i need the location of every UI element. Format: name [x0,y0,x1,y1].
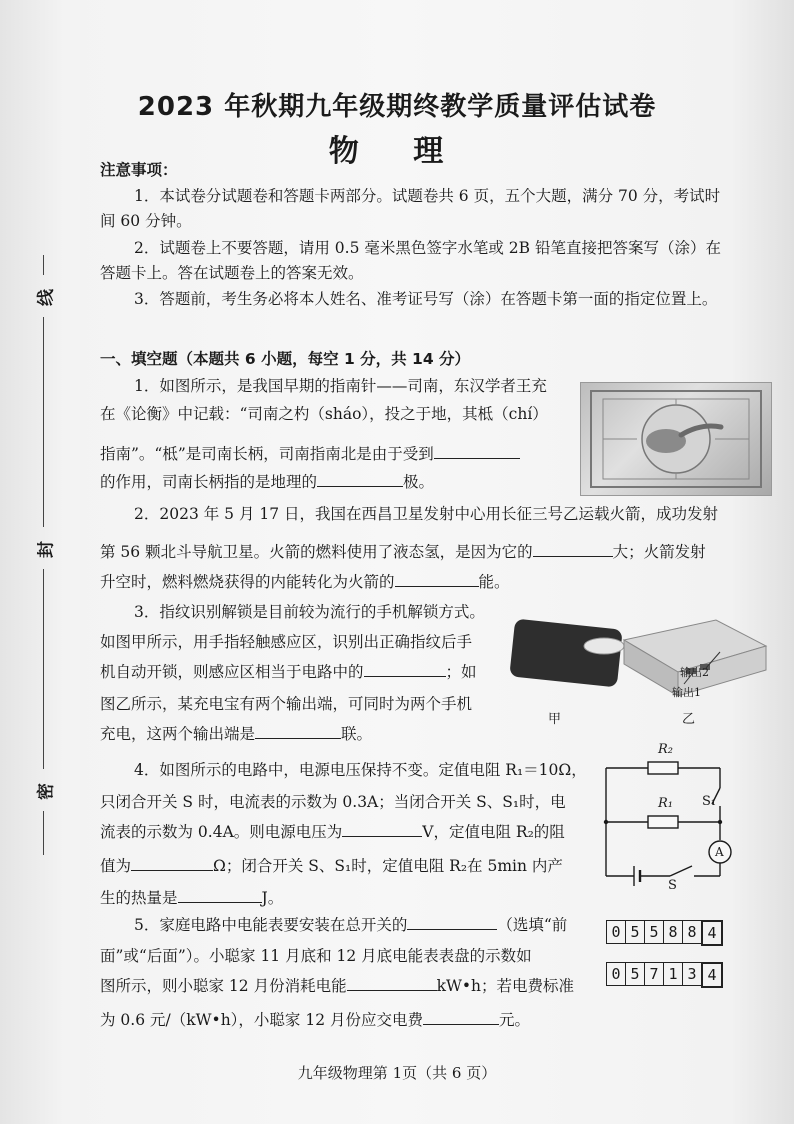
q3-text: 充电，这两个输出端是 [100,725,256,743]
answer-blank[interactable] [434,444,520,459]
answer-blank[interactable] [407,915,497,930]
meter-digit: 4 [701,962,723,988]
q4-text: 生的热量是 [100,889,178,907]
q2-text: 大；火箭发射 [612,543,706,561]
answer-blank[interactable] [423,1010,499,1025]
q5-text: 元。 [499,1011,531,1029]
sinan-image [581,383,771,495]
subject-title: 物 理 [328,134,466,169]
q4-text-line3 [100,822,565,842]
exam-title: 2023 年秋期九年级期终教学质量评估试卷 [137,92,657,122]
output2-label: 输出2 [680,666,709,679]
q4-text: 4．如图所示的电路中，电源电压保持不变。定值电阻 R₁＝10Ω， [134,761,587,779]
binding-char-feng: 封 [36,541,57,558]
q5-text-line4 [100,1010,530,1030]
q2-text: 2．2023 年 5 月 17 日，我国在西昌卫星发射中心用长征三号乙运载火箭，成功发射 [134,505,719,523]
q1-text-line3 [100,444,520,464]
q5-text: （选填“前 [497,916,568,934]
q2-text-line3 [100,572,510,592]
binding-line [34,255,57,855]
answer-blank[interactable] [342,822,422,837]
resistor-r2 [648,762,678,774]
q4-text-line5 [100,888,283,908]
q4-text: V，定值电阻 R₂的阻 [422,823,565,841]
meter-digit: 3 [682,962,702,986]
meter-digit: 0 [606,920,626,944]
q1-text-line4 [100,472,434,492]
meter-digit: 7 [644,962,664,986]
figure-label-jia: 甲 [548,712,562,727]
answer-blank[interactable] [533,542,613,557]
q5-text: 图所示，则小聪家 12 月份消耗电能 [100,977,347,995]
answer-blank[interactable] [364,662,446,677]
q4-text: Ω；闭合开关 S、S₁时，定值电阻 R₂在 5min 内产 [213,857,563,875]
binding-char-mi: 密 [36,783,57,800]
meter-digit: 0 [606,962,626,986]
q3-text: 如图甲所示，用手指轻触感应区，识别出正确指纹后手 [100,633,473,651]
switch-s [670,866,692,876]
meter-december [606,962,722,988]
binding-char-xian: 线 [36,289,57,306]
q2-text: 升空时，燃料燃烧获得的内能转化为火箭的 [100,573,395,591]
q4-text: J。 [261,889,284,907]
circuit-diagram [596,742,744,892]
q4-text: 流表的示数为 0.4A。则电源电压为 [100,823,343,841]
s-label: S [668,878,677,893]
answer-blank[interactable] [255,724,341,739]
meter-digit: 5 [644,920,664,944]
answer-blank[interactable] [317,472,403,487]
sinan-photo [580,382,772,496]
figure-label-yi: 乙 [682,712,696,727]
q1-text: 指南”。“柢”是司南长柄，司南指南北是由于受到 [100,445,434,463]
q4-text: 只闭合开关 S 时，电流表的示数为 0.3A；当闭合开关 S、S₁时，电 [100,793,566,811]
q3-text: 联。 [341,725,373,743]
q5-text: 为 0.6 元/（kW•h），小聪家 12 月份应交电费 [100,1011,424,1029]
r2-label: R₂ [658,742,673,757]
q5-text: kW•h；若电费标准 [436,977,575,995]
q2-text-line2 [100,542,706,562]
meter-digit: 1 [663,962,683,986]
q3-text: 机自动开锁，则感应区相当于电路中的 [100,663,364,681]
meter-digit: 8 [682,920,702,944]
q4-text: 值为 [100,857,132,875]
q3-text: 3．指纹识别解锁是目前较为流行的手机解锁方式。 [134,603,485,621]
notes-line: 间 60 分钟。 [100,212,192,230]
answer-blank[interactable] [178,888,262,903]
notes-line: 答题卡上。答在试题卷上的答案无效。 [100,264,364,282]
q3-text-line3 [100,662,477,682]
meter-november [606,920,722,946]
q5-text-line1 [134,915,567,935]
q3-figure [506,610,776,720]
page-footer: 九年级物理第 1页（共 6 页） [297,1064,497,1082]
q3-text-line5 [100,724,372,744]
notes-line: 2．试题卷上不要答题，请用 0.5 毫米黑色签字水笔或 2B 铅笔直接把答案写（涂）在 [134,239,721,257]
q3-text: 图乙所示，某充电宝有两个输出端，可同时为两个手机 [100,695,473,713]
notes-line: 1．本试卷分试题卷和答题卡两部分。试题卷共 6 页，五个大题，满分 70 分，考试时 [134,187,721,205]
q4-text-line4 [100,856,563,876]
r1-label: R₁ [658,796,673,811]
q1-text: 1．如图所示，是我国早期的指南针——司南，东汉学者王充 [134,377,547,395]
meter-digit: 5 [625,920,645,944]
q5-text-line3 [100,976,574,996]
output1-label: 输出1 [672,686,701,699]
section-heading: 一、填空题（本题共 6 小题，每空 1 分，共 14 分） [100,350,471,368]
q5-text: 面”或“后面”）。小聪家 11 月底和 12 月底电能表表盘的示数如 [100,947,532,965]
s1-label: S₁ [702,794,717,809]
answer-blank[interactable] [395,572,479,587]
meter-digit: 4 [701,920,723,946]
resistor-r1 [648,816,678,828]
meter-digit: 8 [663,920,683,944]
q5-text: 5．家庭电路中电能表要安装在总开关的 [134,916,408,934]
answer-blank[interactable] [131,856,213,871]
q2-text: 能。 [478,573,510,591]
meter-digit: 5 [625,962,645,986]
notes-heading: 注意事项： [100,161,178,179]
phone-figure [509,619,624,688]
answer-blank[interactable] [347,976,437,991]
ammeter-label: A [715,845,724,859]
q3-text: ；如 [445,663,477,681]
q1-text: 的作用，司南长柄指的是地理的 [100,473,318,491]
q2-text: 第 56 颗北斗导航卫星。火箭的燃料使用了液态氢，是因为它的 [100,543,533,561]
q1-text: 在《论衡》中记载：“司南之杓（sháo），投之于地，其柢（chí） [100,405,548,423]
notes-line: 3．答题前，考生务必将本人姓名、准考证号写（涂）在答题卡第一面的指定位置上。 [134,290,718,308]
q1-text: 极。 [403,473,435,491]
